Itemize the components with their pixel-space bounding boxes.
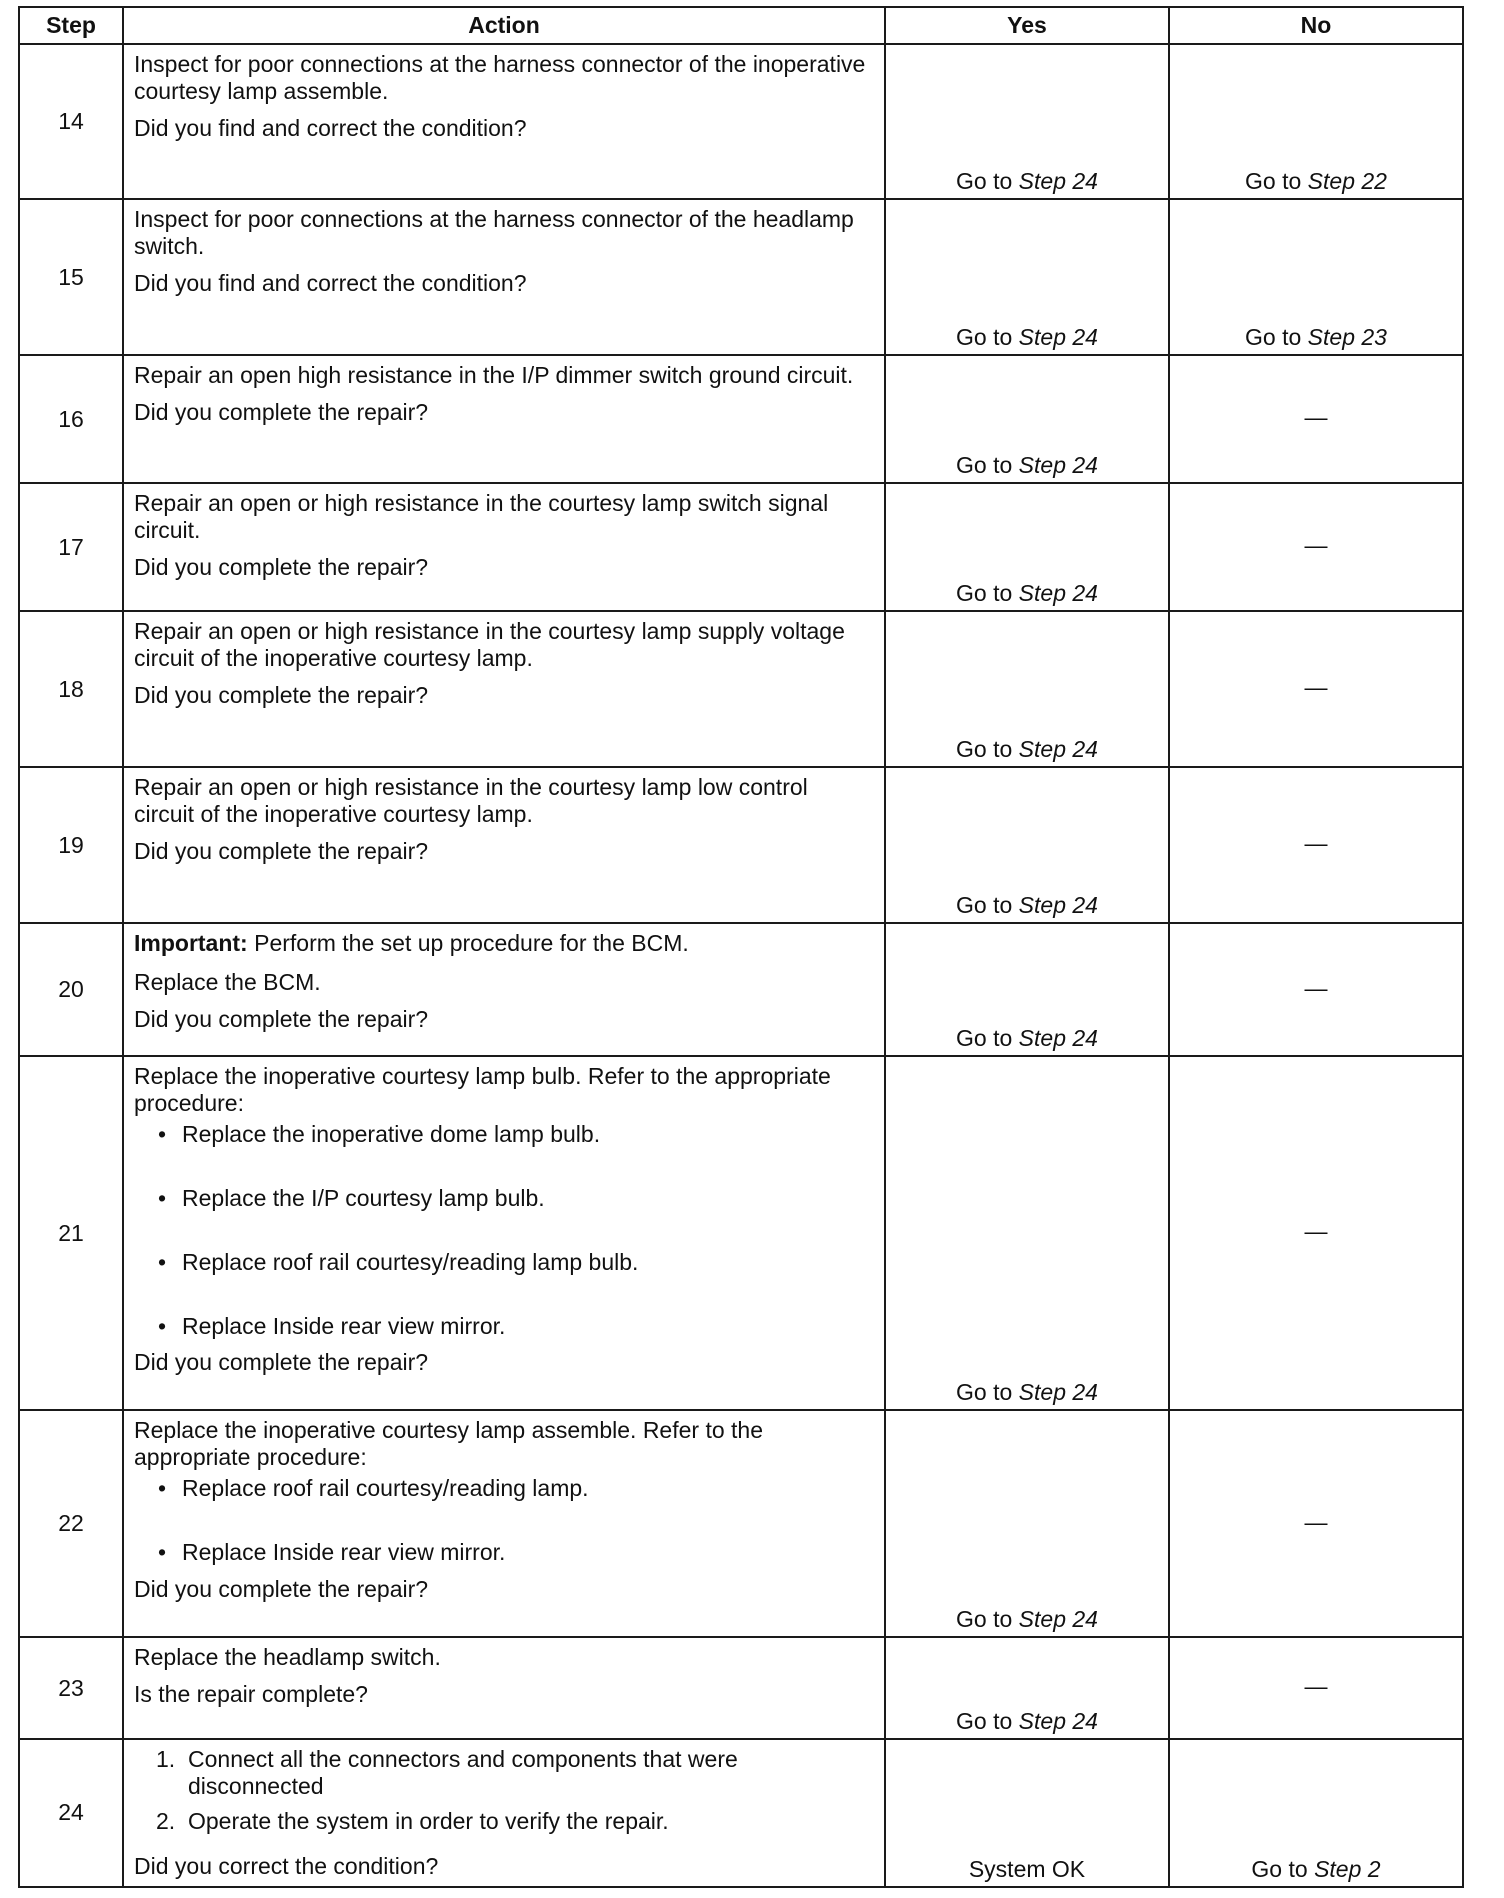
action-question: Did you find and correct the condition? (134, 114, 527, 141)
action-question: Is the repair complete? (134, 1680, 368, 1707)
action-cell (123, 1410, 885, 1637)
header-step: Step (19, 7, 123, 44)
action-cell (123, 44, 885, 199)
important-text: Perform the set up procedure for the BCM. (247, 930, 689, 956)
action-intro: Replace the inoperative courtesy lamp bulb. Refer to the appropriate procedure: (134, 1063, 831, 1116)
action-cell (123, 355, 885, 483)
action-cell (123, 1056, 885, 1410)
no-cell: — (1169, 923, 1463, 1056)
no-prefix: Go to (1251, 1855, 1315, 1882)
no-cell (1169, 1739, 1463, 1887)
action-intro: Replace the inoperative courtesy lamp assemble. Refer to the appropriate procedure: (134, 1417, 763, 1470)
no-cell: — (1169, 767, 1463, 923)
no-step-ref: Step 23 (1307, 324, 1387, 351)
no-cell (1169, 199, 1463, 355)
item-number: 2. (156, 1807, 176, 1834)
table-row (19, 611, 1463, 767)
no-step-ref: Step 22 (1307, 168, 1387, 195)
action-question: Did you correct the condition? (134, 1852, 439, 1879)
yes-cell (885, 1637, 1169, 1739)
yes-cell: System OK (885, 1739, 1169, 1887)
table-row (19, 355, 1463, 483)
no-cell: — (1169, 355, 1463, 483)
action-intro: Inspect for poor connections at the harness connector of the inoperative courtesy lamp assemble. (134, 51, 866, 104)
yes-step-ref: Step 24 (1018, 1606, 1098, 1633)
procedure-list (134, 1121, 874, 1340)
yes-step-ref: Step 24 (1018, 1379, 1098, 1406)
item-text: Operate the system in order to verify the repair. (188, 1807, 669, 1834)
table-row (19, 767, 1463, 923)
action-cell (123, 767, 885, 923)
list-item: • Replace roof rail courtesy/reading lamp bulb. (156, 1249, 874, 1276)
table-row (19, 1056, 1463, 1410)
table-row (19, 1637, 1463, 1739)
yes-prefix: Go to (956, 892, 1019, 919)
yes-step-ref: Step 24 (1018, 892, 1098, 919)
no-cell: — (1169, 611, 1463, 767)
action-question: Did you complete the repair? (134, 1005, 429, 1032)
list-item (156, 1808, 874, 1835)
action-intro: Inspect for poor connections at the harness connector of the headlamp switch. (134, 206, 854, 259)
table-row (19, 199, 1463, 355)
list-item (156, 1746, 874, 1800)
step-number: 16 (19, 355, 123, 483)
action-question: Did you complete the repair? (134, 553, 429, 580)
yes-prefix: Go to (956, 168, 1019, 195)
item-number: 1. (156, 1746, 176, 1772)
action-intro: Repair an open or high resistance in the courtesy lamp supply voltage circuit of the inoperative courtesy lamp. (134, 618, 845, 671)
action-question: Did you complete the repair? (134, 398, 429, 425)
step-number: 19 (19, 767, 123, 923)
yes-prefix: Go to (956, 1708, 1019, 1735)
yes-step-ref: Step 24 (1018, 1025, 1098, 1052)
step-number: 22 (19, 1410, 123, 1637)
action-cell (123, 611, 885, 767)
yes-prefix: Go to (956, 736, 1019, 763)
action-extra: Replace the BCM. (134, 968, 321, 995)
yes-cell (885, 483, 1169, 611)
yes-cell (885, 199, 1169, 355)
list-item: • Replace Inside rear view mirror. (156, 1539, 874, 1566)
no-prefix: Go to (1245, 324, 1308, 351)
list-item: • Replace the I/P courtesy lamp bulb. (156, 1185, 874, 1212)
no-cell: — (1169, 483, 1463, 611)
action-cell (123, 199, 885, 355)
list-item: • Replace Inside rear view mirror. (156, 1313, 874, 1340)
no-prefix: Go to (1245, 168, 1308, 195)
step-number: 24 (19, 1739, 123, 1887)
action-cell (123, 1739, 885, 1887)
item-text: Connect all the connectors and components that were disconnected (188, 1746, 738, 1799)
action-important (134, 930, 874, 957)
action-cell (123, 483, 885, 611)
action-question: Did you find and correct the condition? (134, 269, 527, 296)
step-number: 14 (19, 44, 123, 199)
table-row (19, 44, 1463, 199)
yes-prefix: Go to (956, 1606, 1019, 1633)
action-intro: Repair an open high resistance in the I/P dimmer switch ground circuit. (134, 362, 854, 388)
procedure-steps (134, 1746, 874, 1843)
yes-cell (885, 767, 1169, 923)
yes-cell (885, 44, 1169, 199)
action-cell (123, 923, 885, 1056)
action-intro: Repair an open or high resistance in the courtesy lamp low control circuit of the inoperative courtesy lamp. (134, 774, 808, 827)
header-action: Action (123, 7, 885, 44)
step-number: 18 (19, 611, 123, 767)
yes-cell (885, 1410, 1169, 1637)
yes-cell (885, 611, 1169, 767)
yes-cell (885, 1056, 1169, 1410)
step-number: 17 (19, 483, 123, 611)
no-cell: — (1169, 1410, 1463, 1637)
table-row (19, 1739, 1463, 1887)
yes-step-ref: Step 24 (1018, 324, 1098, 351)
action-question: Did you complete the repair? (134, 1575, 429, 1602)
yes-step-ref: Step 24 (1018, 1708, 1098, 1735)
no-cell: — (1169, 1637, 1463, 1739)
table-row (19, 923, 1463, 1056)
yes-prefix: Go to (956, 580, 1019, 607)
no-step-ref: Step 2 (1314, 1855, 1381, 1882)
yes-prefix: Go to (956, 324, 1019, 351)
header-no: No (1169, 7, 1463, 44)
yes-step-ref: Step 24 (1018, 580, 1098, 607)
yes-step-ref: Step 24 (1018, 168, 1098, 195)
action-question: Did you complete the repair? (134, 837, 429, 864)
table-row (19, 1410, 1463, 1637)
no-cell (1169, 44, 1463, 199)
action-question: Did you complete the repair? (134, 681, 429, 708)
yes-step-ref: Step 24 (1018, 736, 1098, 763)
list-item: • Replace the inoperative dome lamp bulb. (156, 1121, 874, 1148)
yes-cell (885, 355, 1169, 483)
list-item: • Replace roof rail courtesy/reading lamp. (156, 1475, 874, 1502)
header-row (19, 7, 1463, 44)
step-number: 23 (19, 1637, 123, 1739)
step-number: 15 (19, 199, 123, 355)
action-intro: Repair an open or high resistance in the courtesy lamp switch signal circuit. (134, 490, 829, 543)
action-intro: Replace the headlamp switch. (134, 1644, 441, 1670)
yes-step-ref: Step 24 (1018, 452, 1098, 479)
action-question: Did you complete the repair? (134, 1349, 429, 1376)
no-cell: — (1169, 1056, 1463, 1410)
yes-prefix: Go to (956, 452, 1019, 479)
diagnostic-table (18, 6, 1464, 1888)
step-number: 20 (19, 923, 123, 1056)
yes-prefix: Go to (956, 1379, 1019, 1406)
yes-cell (885, 923, 1169, 1056)
table-row (19, 483, 1463, 611)
procedure-list (134, 1475, 874, 1566)
important-label: Important: (134, 930, 248, 956)
action-cell (123, 1637, 885, 1739)
header-yes: Yes (885, 7, 1169, 44)
yes-prefix: Go to (956, 1025, 1019, 1052)
step-number: 21 (19, 1056, 123, 1410)
